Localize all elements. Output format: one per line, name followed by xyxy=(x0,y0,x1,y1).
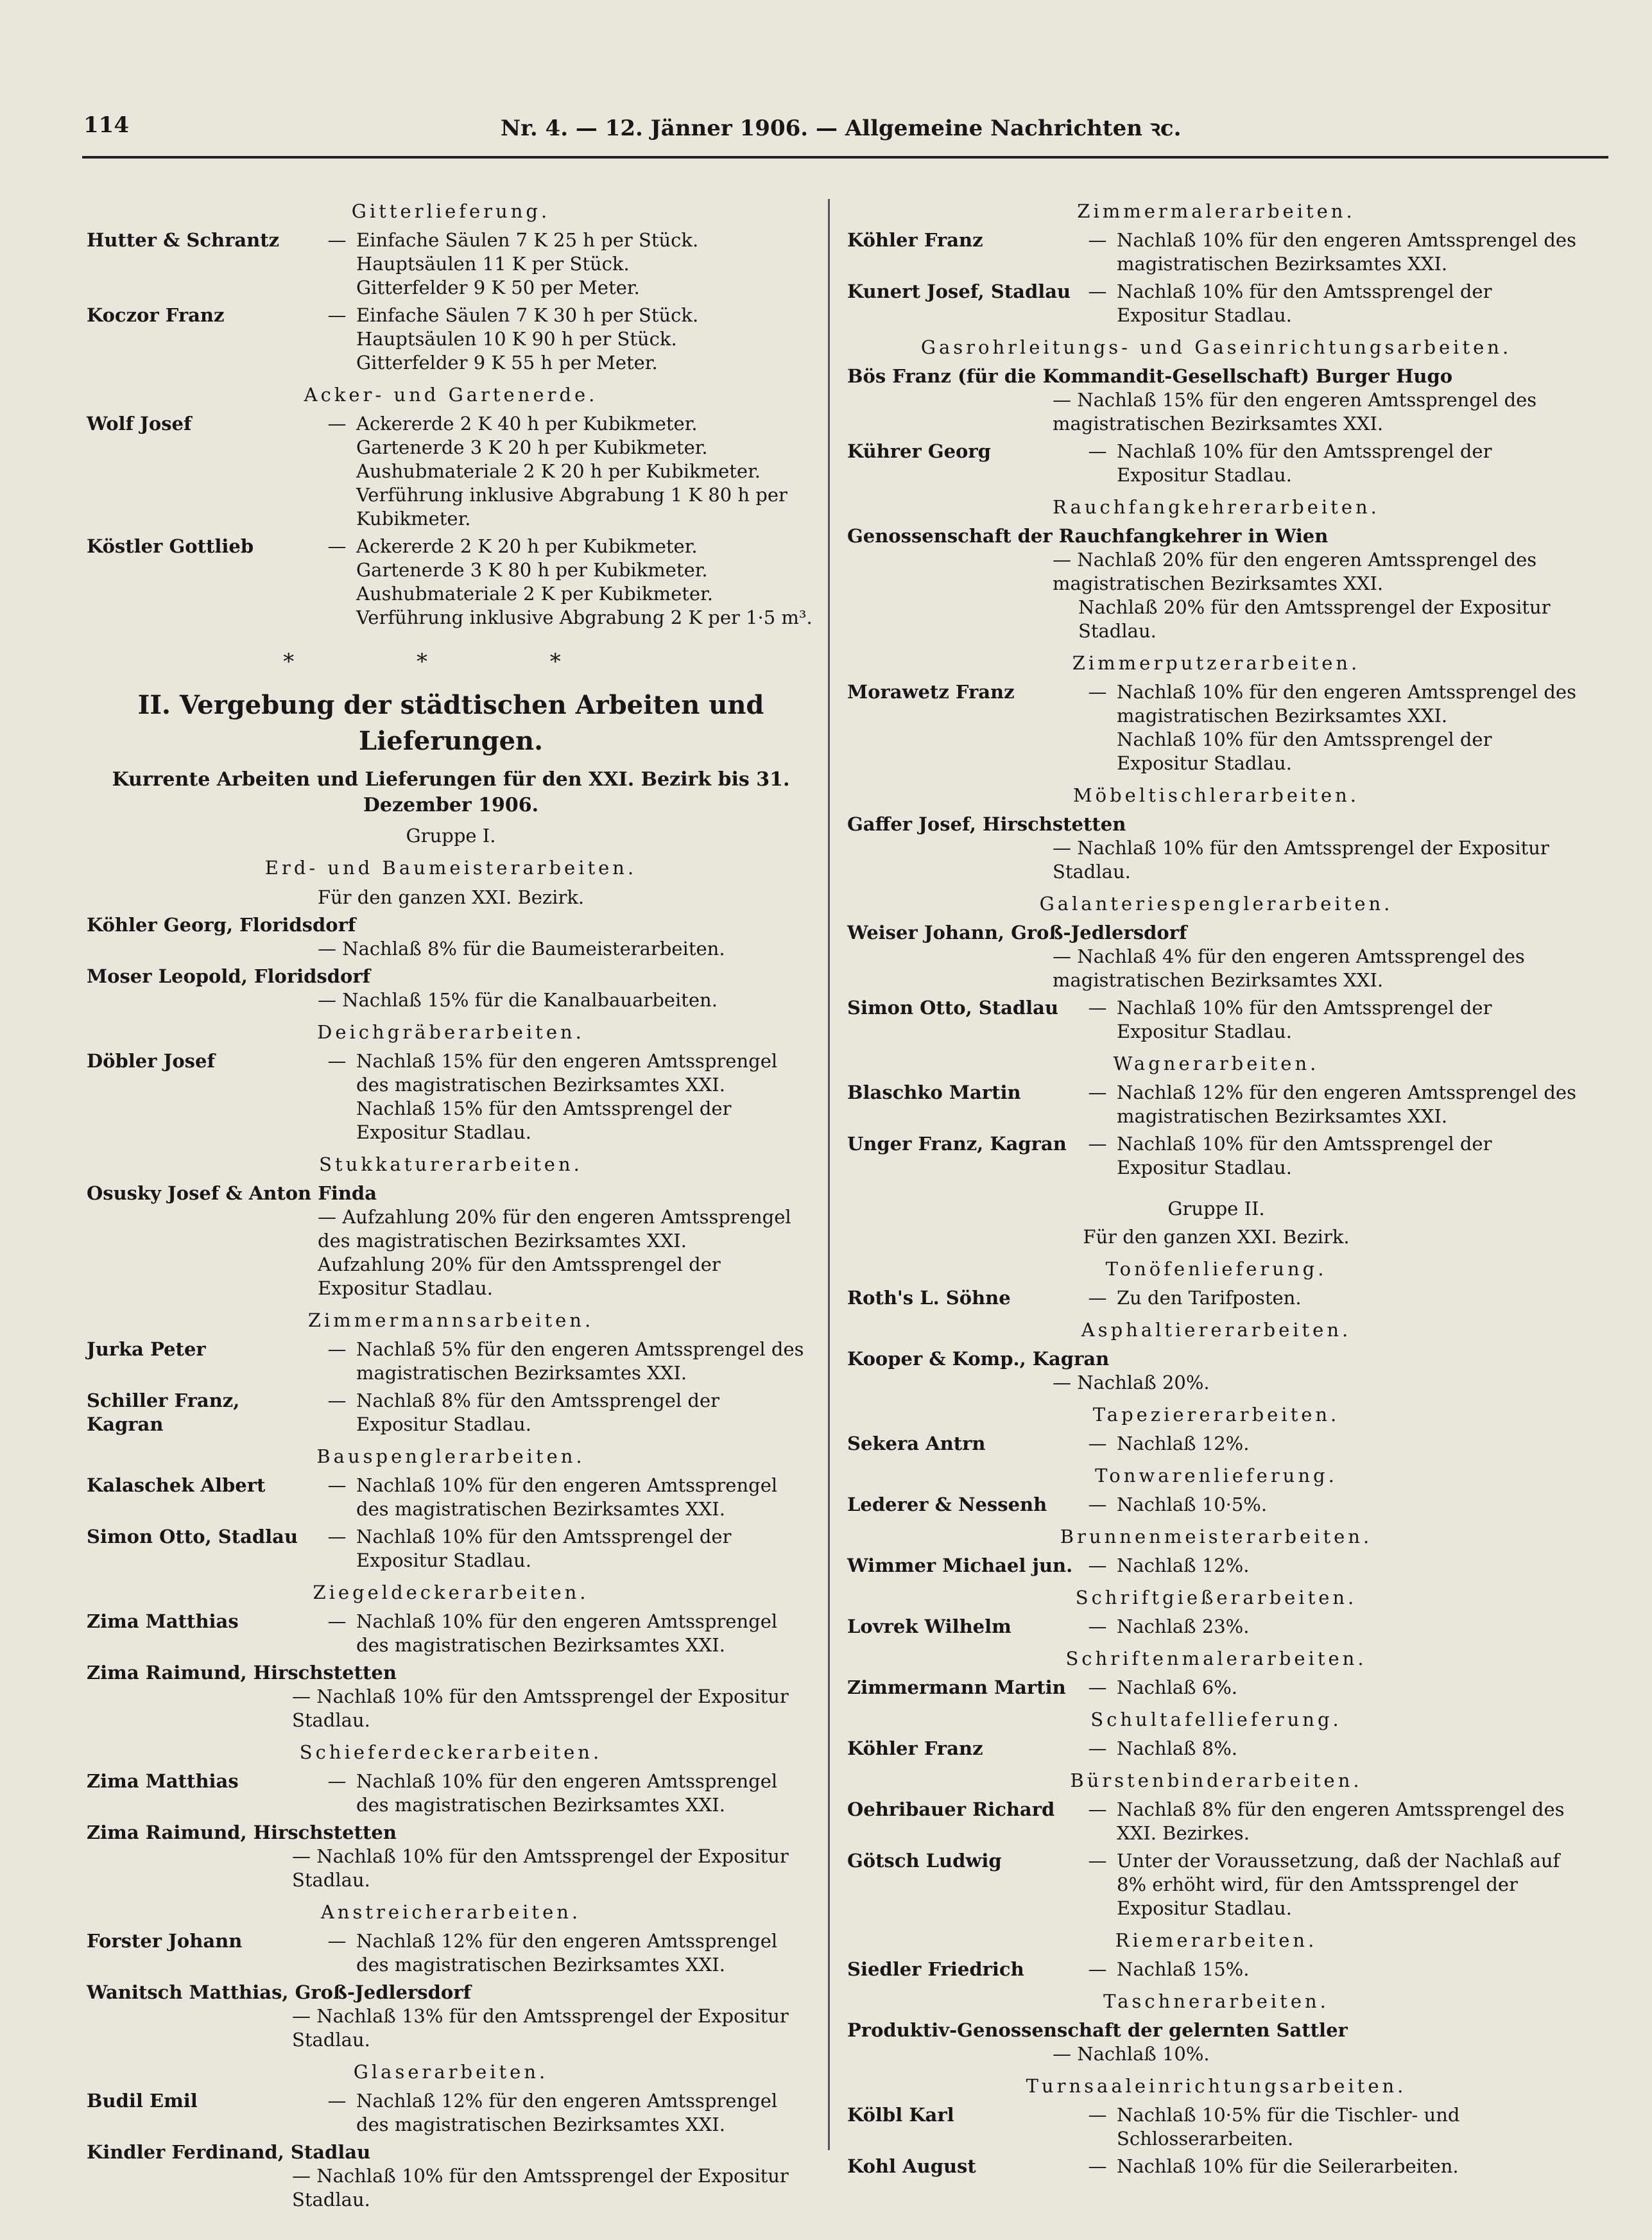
detail-line: Ackererde 2 K 40 h per Kubikmeter. xyxy=(356,413,698,435)
contractor-name: Schiller Franz, Kagran xyxy=(87,1390,240,1435)
list-item xyxy=(87,1821,815,1892)
section-title: Brunnenmeisterarbeiten. xyxy=(1060,1526,1373,1547)
contractor-name: Lederer & Nessenh xyxy=(847,1494,1047,1515)
dash: — xyxy=(1088,229,1107,251)
dash: — xyxy=(1088,997,1107,1019)
list-item xyxy=(87,1389,815,1436)
list-item xyxy=(87,1049,815,1144)
detail-line: Aushubmateriale 2 K 20 h per Kubikmeter. xyxy=(356,460,761,482)
group-label: Gruppe II. xyxy=(1167,1198,1265,1219)
dash: — xyxy=(1088,2104,1107,2126)
list-item xyxy=(87,1525,815,1572)
list-item xyxy=(87,1182,815,1300)
dash: — xyxy=(1088,1133,1107,1155)
dash: — xyxy=(327,229,347,251)
entry-details xyxy=(356,1610,815,1657)
contractor-name: Unger Franz, Kagran xyxy=(847,1133,1067,1155)
entry-details xyxy=(1117,228,1585,276)
district-note: Für den ganzen XXI. Bezirk. xyxy=(317,886,585,908)
section-title: Schultafellieferung. xyxy=(1090,1709,1342,1730)
section-title: Tapeziererarbeiten. xyxy=(1092,1404,1340,1426)
detail-line: — Nachlaß 4% für den engeren Amtssprengel des magistratischen Bezirksamtes XXI. xyxy=(1053,945,1585,992)
entry-details xyxy=(1117,1958,1585,1981)
section-title: Taschnerarbeiten. xyxy=(1103,1990,1329,2012)
section-title: Riemerarbeiten. xyxy=(1115,1929,1318,1951)
list-item xyxy=(87,1929,815,1977)
list-item xyxy=(87,913,815,961)
detail-line: Nachlaß 10% für den engeren Amtssprengel des magistratischen Bezirksamtes XXI. xyxy=(356,1610,778,1656)
entry-details xyxy=(1117,1676,1585,1700)
list-item xyxy=(847,1615,1585,1639)
list-item xyxy=(87,2089,815,2137)
entry-details xyxy=(356,1770,815,1817)
detail-line: Gartenerde 3 K 20 h per Kubikmeter. xyxy=(356,436,708,458)
column-divider xyxy=(828,199,830,2150)
detail-line: Ackererde 2 K 20 h per Kubikmeter. xyxy=(356,535,698,557)
detail-line: Nachlaß 5% für den engeren Amtssprengel des magistratischen Bezirksamtes XXI. xyxy=(356,1338,804,1384)
contractor-name: Simon Otto, Stadlau xyxy=(87,1526,298,1547)
list-item xyxy=(847,1493,1585,1517)
dash: — xyxy=(327,304,347,326)
detail-line: Nachlaß 10·5% für die Tischler- und Schlosserarbeiten. xyxy=(1117,2104,1460,2150)
contractor-name: Köstler Gottlieb xyxy=(87,535,254,557)
list-item xyxy=(847,228,1585,276)
detail-line: Gitterfelder 9 K 50 per Meter. xyxy=(356,277,640,298)
section-title: Asphaltiererarbeiten. xyxy=(1081,1319,1352,1341)
section-title: Möbeltischlerarbeiten. xyxy=(1072,784,1360,806)
dash: — xyxy=(327,1770,347,1792)
detail-line: Nachlaß 12% für den engeren Amtssprengel des magistratischen Bezirksamtes XXI. xyxy=(1117,1081,1576,1127)
detail-line: — Nachlaß 8% für die Baumeisterarbeiten. xyxy=(318,937,815,961)
contractor-name: Budil Emil xyxy=(87,2090,198,2112)
contractor-name: Götsch Ludwig xyxy=(847,1850,1002,1872)
list-item xyxy=(847,280,1585,327)
contractor-name: Kührer Georg xyxy=(847,440,991,462)
entry-details xyxy=(87,1205,815,1300)
detail-line: Nachlaß 10% für den engeren Amtssprengel des magistratischen Bezirksamtes XXI. xyxy=(356,1770,778,1816)
entry-details xyxy=(356,1474,815,1521)
contractor-name: Morawetz Franz xyxy=(847,681,1015,703)
detail-line: — Nachlaß 15% für den engeren Amtssprengel des magistratischen Bezirksamtes XXI. xyxy=(1053,388,1585,436)
detail-line: Hauptsäulen 11 K per Stück. xyxy=(356,253,630,275)
list-item xyxy=(847,2103,1585,2151)
section-title: Deichgräberarbeiten. xyxy=(317,1021,585,1043)
contractor-name: Kalaschek Albert xyxy=(87,1474,266,1496)
detail-line: Nachlaß 12% für den engeren Amtssprengel des magistratischen Bezirksamtes XXI. xyxy=(356,2090,778,2135)
chapter-subtitle: Kurrente Arbeiten und Lieferungen für den XXI. Bezirk bis 31. Dezember 1906. xyxy=(112,768,790,816)
dash: — xyxy=(1088,1433,1107,1454)
list-item xyxy=(847,1849,1585,1920)
dash: — xyxy=(327,1930,347,1952)
dash: — xyxy=(1088,681,1107,703)
list-item xyxy=(847,1554,1585,1578)
contractor-name: Koczor Franz xyxy=(87,304,225,326)
entry-details xyxy=(1117,1554,1585,1578)
detail-line: — Nachlaß 20%. xyxy=(1053,1371,1585,1395)
detail-line: Nachlaß 10% für die Seilerarbeiten. xyxy=(1117,2155,1459,2177)
dash: — xyxy=(327,1050,347,1072)
detail-line: — Nachlaß 10%. xyxy=(1053,2042,1585,2066)
contractor-name: Kunert Josef, Stadlau xyxy=(847,280,1071,302)
detail-line: Nachlaß 10% für den Amtssprengel der Expositur Stadlau. xyxy=(1117,1133,1492,1178)
group-label: Gruppe I. xyxy=(406,825,496,847)
section-title: Tonwarenlieferung. xyxy=(1095,1465,1338,1486)
contractor-name: Hutter & Schrantz xyxy=(87,229,280,251)
list-item xyxy=(847,1081,1585,1128)
dash: — xyxy=(1088,1287,1107,1309)
detail-line: Gartenerde 3 K 80 h per Kubikmeter. xyxy=(356,559,708,581)
detail-line: Verführung inklusive Abgrabung 2 K per 1·5 m³. xyxy=(356,607,813,628)
section-title: Bauspenglerarbeiten. xyxy=(316,1445,585,1467)
entry-details xyxy=(1117,1737,1585,1761)
contractor-name: Zima Raimund, Hirschstetten xyxy=(87,1822,397,1843)
list-item xyxy=(87,965,815,1012)
detail-line: Nachlaß 15% für den engeren Amtssprengel des magistratischen Bezirksamtes XXI. xyxy=(356,1050,778,1096)
left-column xyxy=(87,191,815,2216)
detail-line: Nachlaß 10% für den Amtssprengel der Expositur Stadlau. xyxy=(1117,728,1492,774)
contractor-name: Kohl August xyxy=(847,2155,976,2177)
contractor-name: Forster Johann xyxy=(87,1930,243,1952)
contractor-name: Kölbl Karl xyxy=(847,2104,954,2126)
list-item xyxy=(87,1770,815,1817)
contractor-name: Zima Raimund, Hirschstetten xyxy=(87,1662,397,1684)
list-item xyxy=(847,680,1585,775)
section-title: Schriftgießerarbeiten. xyxy=(1075,1587,1357,1608)
dash: — xyxy=(1088,1555,1107,1576)
list-item xyxy=(847,1132,1585,1180)
detail-line: Nachlaß 10% für den Amtssprengel der Expositur Stadlau. xyxy=(1117,280,1492,326)
section-title: Bürstenbinderarbeiten. xyxy=(1070,1770,1363,1791)
entry-details xyxy=(356,1389,815,1436)
detail-line: — Nachlaß 10% für den Amtssprengel der Expositur Stadlau. xyxy=(1053,836,1585,884)
list-item xyxy=(847,440,1585,487)
section-title: Gitterlieferung. xyxy=(351,200,551,222)
section-title: Anstreicherarbeiten. xyxy=(320,1901,581,1923)
entry-details xyxy=(356,1049,815,1144)
entry-details xyxy=(356,304,815,375)
dash: — xyxy=(1088,1850,1107,1872)
contractor-name: Sekera Antrn xyxy=(847,1433,986,1454)
contractor-name: Gaffer Josef, Hirschstetten xyxy=(847,813,1126,835)
detail-line: — Nachlaß 20% für den engeren Amtssprengel des magistratischen Bezirksamtes XXI. xyxy=(1053,548,1585,596)
section-title: Zimmermalerarbeiten. xyxy=(1077,200,1355,222)
detail-line: Einfache Säulen 7 K 30 h per Stück. xyxy=(356,304,699,326)
detail-line: Nachlaß 12%. xyxy=(1117,1433,1250,1454)
list-item xyxy=(847,524,1585,643)
list-item xyxy=(87,304,815,375)
detail-line: Nachlaß 10% für den Amtssprengel der Expositur Stadlau. xyxy=(1117,440,1492,486)
section-title: Zimmerputzerarbeiten. xyxy=(1072,652,1361,674)
entry-details xyxy=(1117,280,1585,327)
entry-details xyxy=(356,228,815,300)
section-title: Turnsaaleinrichtungsarbeiten. xyxy=(1026,2075,1407,2097)
section-title: Erd- und Baumeisterarbeiten. xyxy=(264,857,637,879)
list-item xyxy=(87,228,815,300)
dash: — xyxy=(327,1610,347,1632)
detail-line: — Nachlaß 10% für den Amtssprengel der Expositur Stadlau. xyxy=(292,2164,815,2212)
contractor-name: Zimmermann Martin xyxy=(847,1676,1066,1698)
district-note: Für den ganzen XXI. Bezirk. xyxy=(1083,1226,1350,1248)
dash: — xyxy=(327,1338,347,1360)
entry-details xyxy=(1117,680,1585,775)
list-item xyxy=(87,1338,815,1385)
list-item xyxy=(87,412,815,531)
detail-line: Nachlaß 10% für den engeren Amtssprengel des magistratischen Bezirksamtes XXI. xyxy=(356,1474,778,1520)
detail-line: Nachlaß 10% für den engeren Amtssprengel des magistratischen Bezirksamtes XXI. xyxy=(1117,229,1576,275)
section-title: Glaserarbeiten. xyxy=(353,2061,549,2083)
dash: — xyxy=(1088,440,1107,462)
section-title: Schriftenmalerarbeiten. xyxy=(1065,1648,1367,1669)
dash: — xyxy=(1088,1494,1107,1515)
section-title: Wagnerarbeiten. xyxy=(1113,1053,1320,1074)
entry-details xyxy=(1117,1286,1585,1310)
detail-line: Nachlaß 10% für den engeren Amtssprengel des magistratischen Bezirksamtes XXI. xyxy=(1117,681,1576,727)
contractor-name: Blaschko Martin xyxy=(847,1081,1021,1103)
detail-line: Nachlaß 6%. xyxy=(1117,1676,1237,1698)
detail-line: — Nachlaß 13% für den Amtssprengel der Expositur Stadlau. xyxy=(292,2004,815,2052)
entry-details xyxy=(356,1338,815,1385)
chapter-title: II. Vergebung der städtischen Arbeiten und Lieferungen. xyxy=(137,690,764,756)
entry-details xyxy=(356,535,815,630)
section-title: Gasrohrleitungs- und Gaseinrichtungsarbeiten. xyxy=(920,336,1512,358)
contractor-name: Oehribauer Richard xyxy=(847,1798,1055,1820)
dash: — xyxy=(327,413,347,435)
list-item xyxy=(87,535,815,630)
entry-details xyxy=(356,2089,815,2137)
entry-details xyxy=(1117,1081,1585,1128)
detail-line: — Nachlaß 10% für den Amtssprengel der Expositur Stadlau. xyxy=(292,1685,815,1732)
detail-line: Nachlaß 8% für den engeren Amtssprengel des XXI. Bezirkes. xyxy=(1117,1798,1565,1844)
section-title: Zimmermannsarbeiten. xyxy=(307,1309,594,1331)
contractor-name: Genossenschaft der Rauchfangkehrer in Wien xyxy=(847,525,1329,547)
entry-details xyxy=(1117,1132,1585,1180)
entry-details xyxy=(1117,1615,1585,1639)
detail-line: Nachlaß 15%. xyxy=(1117,1958,1250,1980)
contractor-name: Köhler Franz xyxy=(847,229,983,251)
entry-details xyxy=(356,412,815,531)
detail-line: Aufzahlung 20% für den Amtssprengel der Expositur Stadlau. xyxy=(318,1254,721,1299)
list-item xyxy=(847,1958,1585,1981)
detail-line: Nachlaß 20% für den Amtssprengel der Expositur Stadlau. xyxy=(1078,596,1551,642)
contractor-name: Wimmer Michael jun. xyxy=(847,1555,1073,1576)
list-item xyxy=(847,1798,1585,1845)
detail-line: Nachlaß 10% für den Amtssprengel der Expositur Stadlau. xyxy=(356,1526,732,1571)
entry-details xyxy=(1117,1493,1585,1517)
contractor-name: Roth's L. Söhne xyxy=(847,1287,1011,1309)
list-item xyxy=(847,1737,1585,1761)
contractor-name: Jurka Peter xyxy=(87,1338,206,1360)
contractor-name: Osusky Josef & Anton Finda xyxy=(87,1182,377,1204)
right-column xyxy=(847,191,1585,2182)
detail-line: Nachlaß 23%. xyxy=(1117,1615,1250,1637)
entry-details xyxy=(1117,2103,1585,2151)
section-title: Ziegeldeckerarbeiten. xyxy=(313,1581,589,1603)
list-item xyxy=(847,1676,1585,1700)
list-item xyxy=(847,1286,1585,1310)
section-separator: * * * xyxy=(283,649,619,675)
dash: — xyxy=(1088,1676,1107,1698)
dash: — xyxy=(327,1390,347,1411)
list-item xyxy=(87,1610,815,1657)
section-title: Schieferdeckerarbeiten. xyxy=(299,1741,603,1763)
contractor-name: Siedler Friedrich xyxy=(847,1958,1024,1980)
dash: — xyxy=(1088,1737,1107,1759)
detail-line: Zu den Tarifposten. xyxy=(1117,1287,1302,1309)
contractor-name: Köhler Franz xyxy=(847,1737,983,1759)
detail-line: Nachlaß 15% für den Amtssprengel der Expositur Stadlau. xyxy=(356,1098,732,1143)
contractor-name: Lovrek Wilhelm xyxy=(847,1615,1011,1637)
contractor-name: Moser Leopold, Floridsdorf xyxy=(87,965,371,987)
entry-details xyxy=(1117,1798,1585,1845)
contractor-name: Döbler Josef xyxy=(87,1050,215,1072)
list-item xyxy=(847,996,1585,1044)
entry-details xyxy=(1117,1849,1585,1920)
header-title: Nr. 4. — 12. Jänner 1906. — Allgemeine Nachrichten ꝛc. xyxy=(501,116,1182,141)
contractor-name: Simon Otto, Stadlau xyxy=(847,997,1059,1019)
detail-line: Einfache Säulen 7 K 25 h per Stück. xyxy=(356,229,699,251)
list-item xyxy=(87,1981,815,2052)
dash: — xyxy=(327,1526,347,1547)
entry-details xyxy=(1117,2155,1585,2178)
list-item xyxy=(847,921,1585,992)
list-item xyxy=(87,1474,815,1521)
contractor-name: Wanitsch Matthias, Groß-Jedlersdorf xyxy=(87,1981,471,2003)
detail-line: Aushubmateriale 2 K per Kubikmeter. xyxy=(356,583,713,605)
detail-line: Nachlaß 12% für den engeren Amtssprengel des magistratischen Bezirksamtes XXI. xyxy=(356,1930,778,1976)
detail-line: Nachlaß 10·5%. xyxy=(1117,1494,1268,1515)
page-number: 114 xyxy=(83,112,129,138)
list-item xyxy=(847,813,1585,884)
dash: — xyxy=(1088,1958,1107,1980)
section-title: Stukkaturerarbeiten. xyxy=(319,1153,583,1175)
header-rule xyxy=(82,156,1608,159)
section-title: Tonöfenlieferung. xyxy=(1105,1258,1327,1280)
dash: — xyxy=(327,1474,347,1496)
contractor-name: Bös Franz (für die Kommandit-Gesellschaft) Burger Hugo xyxy=(847,365,1453,387)
detail-line: Unter der Voraussetzung, daß der Nachlaß auf 8% erhöht wird, für den Amtssprengel der Expositur Stadlau. xyxy=(1117,1850,1560,1919)
page-header xyxy=(83,112,1605,151)
dash: — xyxy=(1088,2155,1107,2177)
list-item xyxy=(87,1661,815,1732)
dash: — xyxy=(1088,1615,1107,1637)
entry-details xyxy=(356,1929,815,1977)
detail-line: Nachlaß 8% für den Amtssprengel der Expositur Stadlau. xyxy=(356,1390,720,1435)
list-item xyxy=(847,365,1585,436)
contractor-name: Kooper & Komp., Kagran xyxy=(847,1348,1110,1370)
dash: — xyxy=(327,2090,347,2112)
contractor-name: Wolf Josef xyxy=(87,413,192,435)
list-item xyxy=(847,1432,1585,1456)
dash: — xyxy=(327,535,347,557)
entry-details xyxy=(1117,440,1585,487)
dash: — xyxy=(1088,1081,1107,1103)
detail-line: — Nachlaß 10% für den Amtssprengel der Expositur Stadlau. xyxy=(292,1845,815,1892)
detail-line: Nachlaß 10% für den Amtssprengel der Expositur Stadlau. xyxy=(1117,997,1492,1042)
contractor-name: Köhler Georg, Floridsdorf xyxy=(87,914,356,936)
entry-details xyxy=(356,1525,815,1572)
list-item xyxy=(87,2141,815,2212)
contractor-name: Produktiv-Genossenschaft der gelernten Sattler xyxy=(847,2019,1348,2041)
detail-line: Gitterfelder 9 K 55 h per Meter. xyxy=(356,352,658,374)
dash: — xyxy=(1088,1798,1107,1820)
section-title: Acker- und Gartenerde. xyxy=(304,384,598,406)
detail-line: Hauptsäulen 10 K 90 h per Stück. xyxy=(356,328,677,350)
detail-line: Verführung inklusive Abgrabung 1 K 80 h per Kubikmeter. xyxy=(356,484,787,530)
contractor-name: Kindler Ferdinand, Stadlau xyxy=(87,2141,371,2163)
contractor-name: Weiser Johann, Groß-Jedlersdorf xyxy=(847,922,1187,943)
contractor-name: Zima Matthias xyxy=(87,1770,239,1792)
detail-line: Nachlaß 8%. xyxy=(1117,1737,1237,1759)
list-item xyxy=(847,2155,1585,2178)
dash: — xyxy=(1088,280,1107,302)
contractor-name: Zima Matthias xyxy=(87,1610,239,1632)
detail-line: — Aufzahlung 20% für den engeren Amtssprengel des magistratischen Bezirksamtes XXI. xyxy=(318,1205,815,1253)
entry-details xyxy=(1117,996,1585,1044)
detail-line: — Nachlaß 15% für die Kanalbauarbeiten. xyxy=(318,988,815,1012)
list-item xyxy=(847,2019,1585,2066)
list-item xyxy=(847,1347,1585,1395)
entry-details xyxy=(1117,1432,1585,1456)
detail-line: Nachlaß 12%. xyxy=(1117,1555,1250,1576)
section-title: Galanteriespenglerarbeiten. xyxy=(1039,893,1393,915)
section-title: Rauchfangkehrerarbeiten. xyxy=(1053,496,1380,518)
